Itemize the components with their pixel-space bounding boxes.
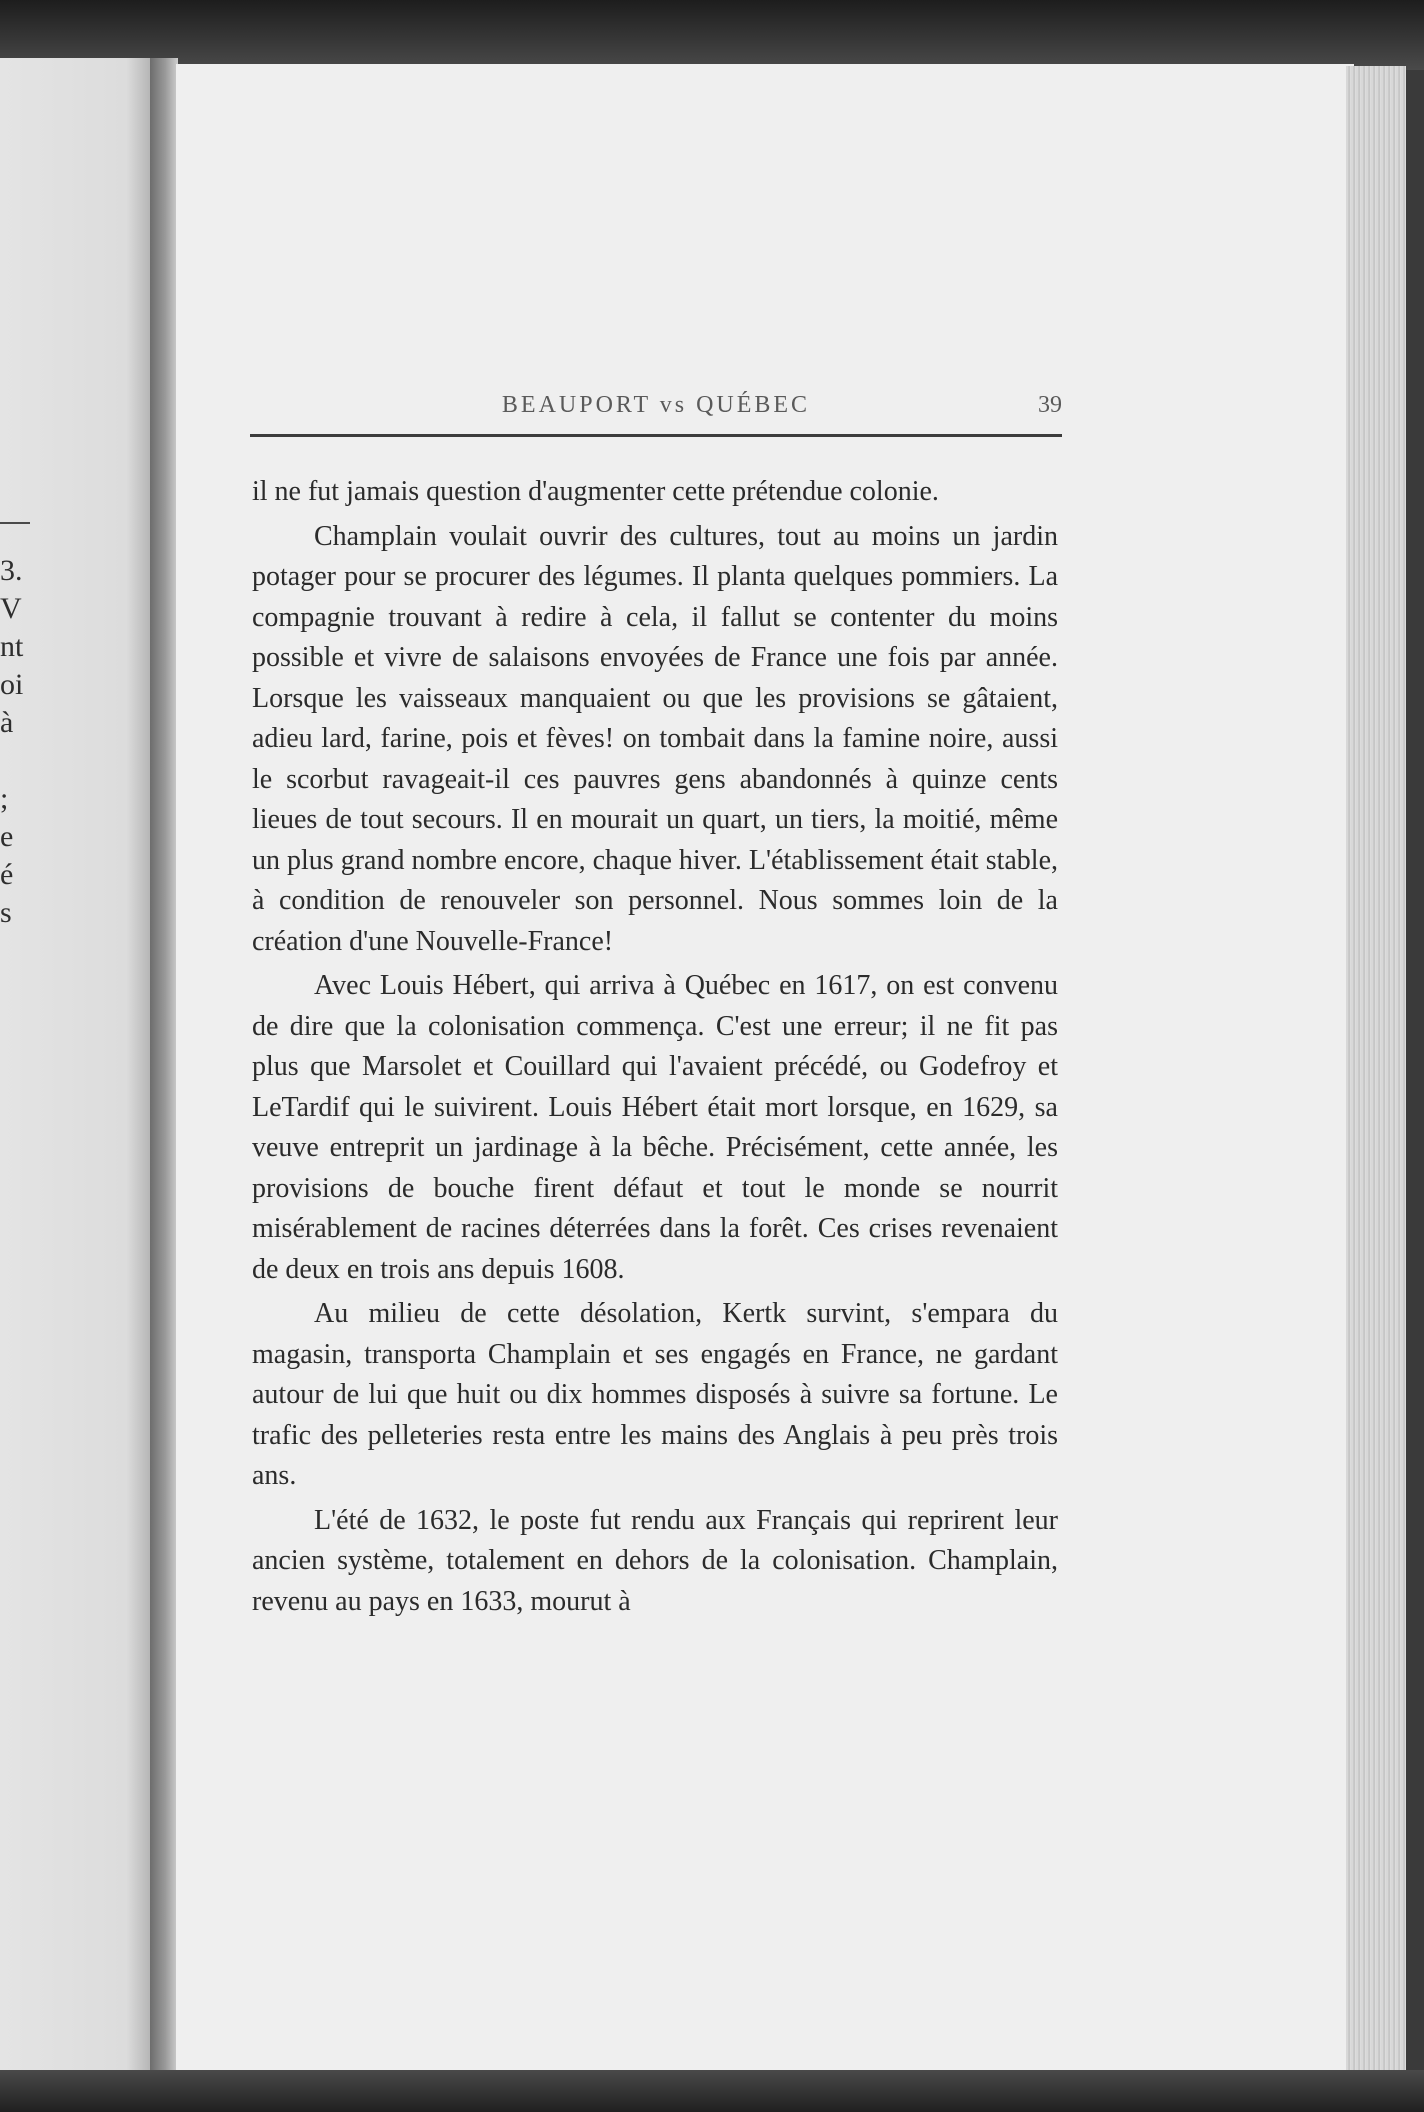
book-gutter [150,58,178,2108]
left-fragment: 3. [0,554,23,587]
running-header [250,388,1062,428]
page-edges [1346,66,1406,2092]
left-page-margin-text [0,552,60,932]
left-fragment: ; [0,782,9,815]
left-page-fragment [0,58,158,2108]
page-number: 39 [1038,392,1062,418]
paragraph: L'été de 1632, le poste fut rendu aux Français qui reprirent leur ancien système, totalement en dehors de la colonisation. Champlain, revenu au pays en 1633, mourut à [252,1504,1058,1617]
left-fragment: nt [0,630,24,663]
paragraph: Champlain voulait ouvrir des cultures, tout au moins un jardin potager pour se procurer des légumes. Il planta quelques pommiers. La compagnie trouvant à redire à cela, il fallut se contenter du moins possible et vivre de salaisons envoyées de France une fois par année. Lorsque les vaisseaux manquaient ou que les provisions se gâtaient, adieu lard, farine, pois et fèves! on tombait dans la famine noire, aussi le scorbut ravageait-il ces pauvres gens abandonnés à quinze cents lieues de tout secours. Il en mourait un quart, un tiers, la moitié, même un plus grand nombre encore, chaque hiver. L'établissement était stable, à condition de renouveler son personnel. Nous sommes loin de la création d'une Nouvelle-France! [252,520,1058,957]
left-fragment [0,742,60,780]
left-fragment: s [0,896,12,929]
running-title: BEAUPORT vs QUÉBEC [501,392,811,418]
paragraph: Avec Louis Hébert, qui arriva à Québec en 1617, on est convenu de dire que la colonisation commença. C'est une erreur; il ne fit pas plus que Marsolet et Couillard qui l'avaient précédé, ou Godefroy et LeTardif qui le suivirent. Louis Hébert était mort lorsque, en 1629, sa veuve entreprit un jardinage à la bêche. Précisément, cette année, les provisions de bouche firent défaut et tout le monde se nourrit misérablement de racines déterrées dans la forêt. Ces crises revenaient de deux en trois ans depuis 1608. [252,970,1058,1285]
scan-bottom-shadow [0,2070,1424,2112]
left-fragment: à [0,706,14,739]
paragraph: il ne fut jamais question d'augmenter cette prétendue colonie. [252,476,939,507]
header-rule [250,434,1062,437]
left-fragment: é [0,858,14,891]
left-fragment: V [0,592,22,625]
body-text [252,472,1058,1626]
paragraph: Au milieu de cette désolation, Kertk survint, s'empara du magasin, transporta Champlain et ses engagés en France, ne gardant autour de lui que huit ou dix hommes disposés à suivre sa fortune. Le trafic des pelleteries resta entre les mains des Anglais à peu près trois ans. [252,1298,1058,1491]
left-page-rule [0,522,30,524]
scan-top-shadow [0,0,1424,70]
left-fragment: e [0,820,14,853]
left-fragment: oi [0,668,24,701]
